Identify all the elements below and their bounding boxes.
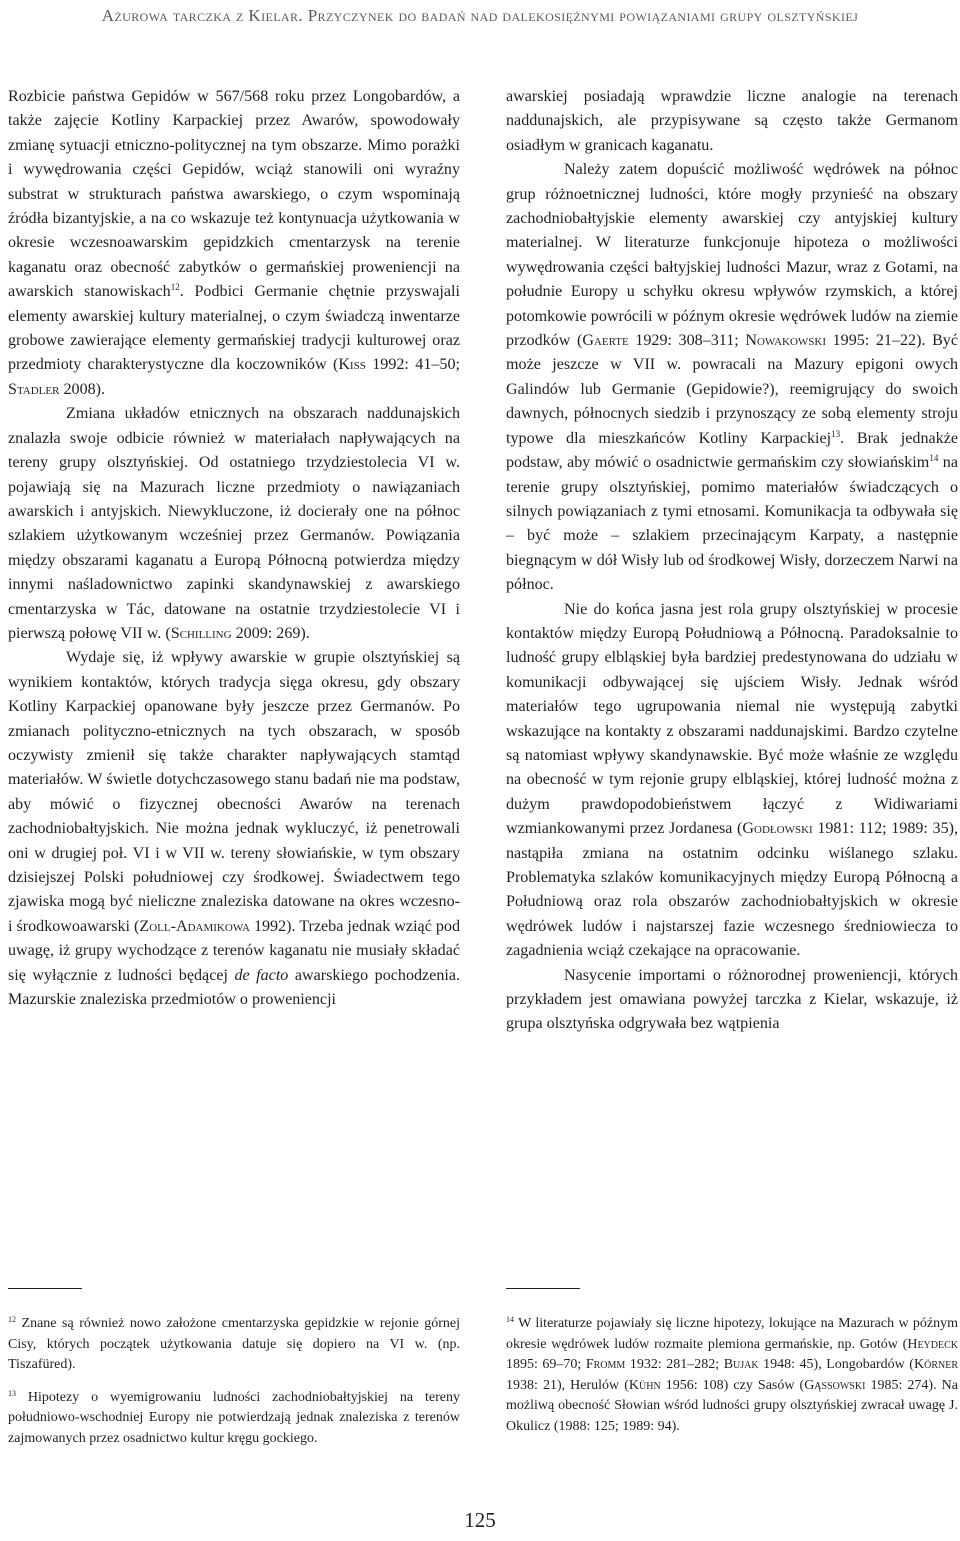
paragraph: Należy zatem dopuścić możliwość wędrówek na północ grup różnoetnicznej ludności, które mogły przynieść na obszary zachodniobałtyjskie elementy awarskiej czy antyjskiej kultury materialnej. W literaturze funkcjonuje hipoteza o możliwości wywędrowania części bałtyjskiej ludności Mazur, wraz z Gotami, na południe Europy u schyłku okresu wpływów rzymskich, a której potomkowie powrócili w późnym okresie wędrówek ludów na ziemie przodków (Gaerte 1929: 308–311; Nowakowski 1995: 21–22). Być może jeszcze w VII w. powracali na Mazury epigoni owych Galindów lub Germanie (Gepidowie?), reemigrujący do swoich dawnych, północnych siedzib i przynoszący ze sobą elementy stroju typowe dla mieszkańców Kotliny Karpackiej$^{13}$. Brak jednakże podstaw, aby mówić o osadnictwie germańskim czy słowiańskim$^{14}$ na terenie grupy olsztyńskiej, pomimo materiałów świadczących o silnych powiązaniach z tymi etnosami. Komunikacja ta odbywała się – być może – szlakiem przecinającym Karpaty, a następnie biegnącym w dół Wisły lub od środkowej Wisły, dorzeczem Narwi na północ.	[506, 161, 958, 594]
footnote-divider	[506, 1288, 580, 1289]
footnote-divider	[8, 1288, 82, 1289]
citation-author: Schilling	[170, 624, 232, 642]
left-column	[8, 85, 460, 1012]
footnote-13: $^{13}$ Hipotezy o wyemigrowaniu ludności zachodniobałtyjskiej na tereny południowo-wschodniej Europy nie potwierdzają jednak znaleziska z terenów zajmowanych przez osadnictwo kultur kręgu gockiego.	[8, 1388, 460, 1446]
paragraph: awarskiej posiadają wprawdzie liczne analogie na terenach naddunajskich, ale przypisywane są często także Germanom osiadłym w granicach kaganatu.	[506, 88, 958, 154]
footnote-ref-13[interactable]: 13	[831, 428, 841, 439]
citation-author: Stadler	[8, 380, 60, 398]
paragraph: Rozbicie państwa Gepidów w 567/568 roku przez Longobardów, a także zajęcie Kotliny Karpackiej przez Awarów, spowodowały zmianę sytuacji etniczno-politycznej na tym obszarze. Mimo porażki i wywędrowania części Gepidów, wciąż stanowili oni wyraźny substrat w strukturach państwa awarskiego, o czym wspominają źródła bizantyjskie, a na co wskazuje też kontynuacja użytkowania w okresie wczesnoawarskim gepidzkich cmentarzysk na terenie kaganatu oraz obecność zabytków o germańskiej proweniencji na awarskich stanowiskach$^{12}$. Podbici Germanie chętnie przyswajali elementy awarskiej kultury materialnej, o czym świadczą inwentarze grobowe zawierające elementy germańskiej tradycji kulturowej oraz przedmioty charakterystyczne dla koczowników (Kiss 1992: 41–50; Stadler 2008).	[8, 88, 460, 398]
footnote-14: $^{14}$ W literaturze pojawiały się liczne hipotezy, lokujące na Mazurach w późnym okresie wędrówek ludów rozmaite plemiona germańskie, np. Gotów (Heydeck 1895: 69–70; Fromm 1932: 281–282; Bujak 1948: 45), Longobardów (Körner 1938: 21), Herulów (Kühn 1956: 108) czy Sasów (Gąssowski 1985: 274). Na możliwą obecność Słowian wśród ludności grupy olsztyńskiej zwracał uwagę J. Okulicz (1988: 125; 1989: 94).	[506, 1315, 958, 1434]
footnotes-left	[8, 1314, 460, 1461]
paragraph: Nasycenie importami o różnorodnej proweniencji, których przykładem jest omawiana powyżej tarczka z Kielar, wskazuje, iż grupa olsztyńska odgrywała bez wątpienia	[506, 966, 958, 1033]
running-head: Ażurowa tarczka z Kielar. Przyczynek do badań nad dalekosiężnymi powiązaniami grupy olsztyńskiej	[101, 6, 859, 25]
footnote-ref-14[interactable]: 14	[929, 453, 939, 464]
footnote-number: 14	[506, 1315, 514, 1324]
paragraph: Nie do końca jasna jest rola grupy olsztyńskiej w procesie kontaktów między Europą Południową a Północną. Paradoksalnie to ludność grupy elbląskiej była bardziej predestynowana do udziału w komunikacji odbywającej się ujściem Wisły. Jednak wśród materiałów tego ugrupowania niemal nie występują zabytki wskazujące na kontakty z obszarami naddunajskimi. Bardzo czytelne są natomiast wpływy skandynawskie. Być może właśnie ze względu na obecność w tym rejonie grupy elbląskiej, której ludność można z dużym prawdopodobieństwem łączyć z Widiwariami wzmiankowanymi przez Jordanesa (Godłowski 1981: 112; 1989: 35), nastąpiła zmiana na ostatnim odcinku wiślanego szlaku. Problematyka szlaków komunikacyjnych między Europą Północną a Południową oraz rola obszarów zachodniobałtyjskich w okresie wędrówek ludów i najstarszej fazie wczesnego średniowiecza to zagadnienia wciąż czekające na opracowanie.	[506, 600, 959, 960]
footnotes-right	[506, 1314, 958, 1449]
right-column	[506, 85, 958, 1037]
citation-author: Gaerte	[582, 332, 629, 350]
paragraph: Zmiana układów etnicznych na obszarach naddunajskich znalazła swoje odbicie również w materiałach napływających na tereny grupy olsztyńskiej. Od ostatniego trzydziestolecia VI w. pojawiają się na Mazurach liczne przedmioty o nawiązaniach awarskich i antyjskich. Niewykluczone, iż docierały one na północ szlakiem użytkowanym wcześniej przez Germanów. Powiązania między obszarami kaganatu a Europą Północną potwierdza między innymi naśladownictwo zapinki skandynawskiej z awarskiego cmentarzyska w Tác, datowane na ostatnie trzydziestolecie VI i pierwszą połowę VII w. (Schilling 2009: 269).	[8, 405, 460, 642]
citation-author: Kiss	[338, 356, 366, 374]
page-number: 125	[464, 1508, 496, 1532]
footnote-12: $^{12}$ Znane są również nowo założone cmentarzyska gepidzkie w rejonie górnej Cisy, których początek użytkowania datuje się dopiero na VI w. (np. Tiszafüred).	[8, 1315, 460, 1372]
paragraph: Wydaje się, iż wpływy awarskie w grupie olsztyńskiej są wynikiem kontaktów, których tradycja sięga okresu, gdy obszary Kotliny Karpackiej opanowane były jeszcze przez Germanów. Po zmianach polityczno-etnicznych na tych obszarach, w sposób oczywisty zmienił się także charakter napływających stamtąd materiałów. W świetle dotychczasowego stanu badań nie ma podstaw, aby mówić o fizycznej obecności Awarów na terenach zachodniobałtyjskich. Nie można jednak wykluczyć, iż penetrowali oni w drugiej poł. VI i w VII w. tereny słowiańskie, w tym obszary dzisiejszej Polski południowej czy środkowej. Świadectwem tego zjawiska mogą być nieliczne znaleziska datowane na okres wczesno- i środkowoawarski (Zoll-Adamikowa 1992). Trzeba jednak wziąć pod uwagę, iż grupy wychodzące z terenów kaganatu nie musiały składać się wyłącznie z ludności będącej de facto awarskiego pochodzenia. Mazurskie znaleziska przedmiotów o proweniencji	[8, 649, 461, 1009]
citation-author: Zoll-Adamikowa	[139, 917, 250, 935]
italic-term: de facto	[234, 966, 289, 984]
citation-author: Nowakowski	[745, 332, 827, 350]
footnote-ref-12[interactable]: 12	[170, 282, 180, 293]
citation-author: Godłowski	[742, 820, 813, 838]
footnote-number: 13	[8, 1388, 16, 1398]
footnote-number: 12	[8, 1315, 16, 1324]
